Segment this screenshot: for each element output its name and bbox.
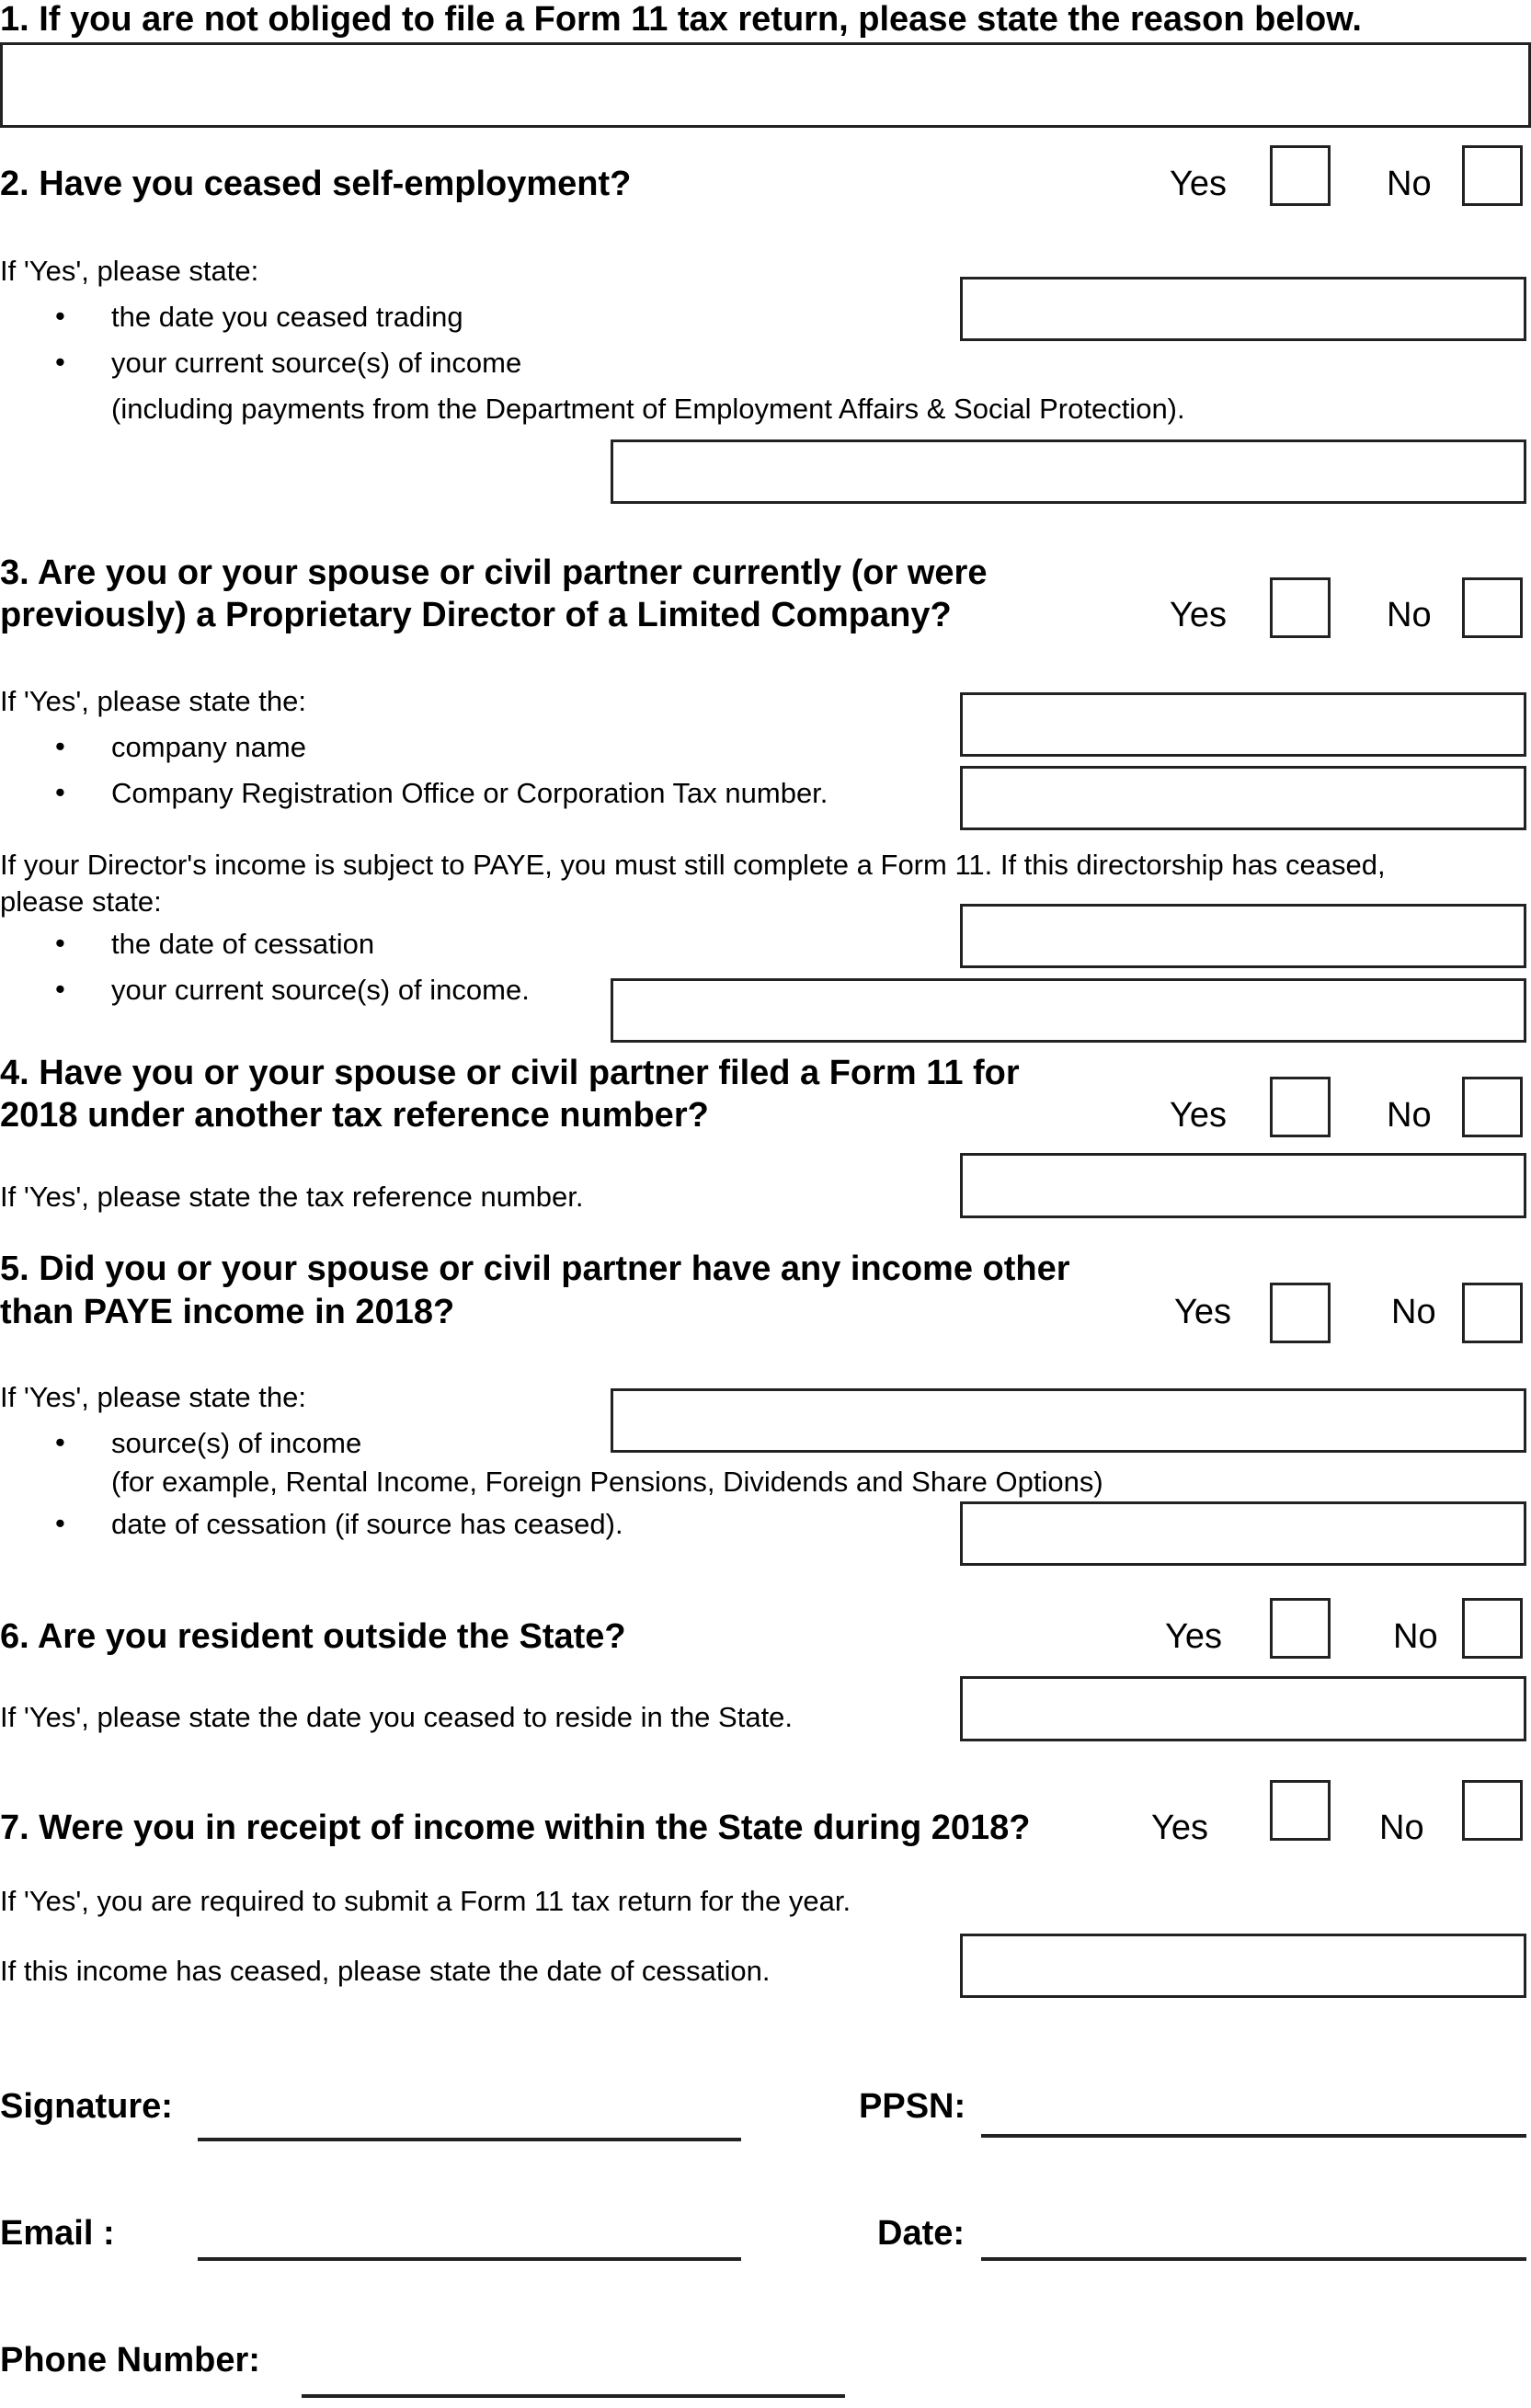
q3-bullet-cro-number: Company Registration Office or Corporation Tax number. — [111, 777, 828, 809]
q3-title-line1: 3. Are you or your spouse or civil partner currently (or were — [0, 553, 988, 592]
q3-if-yes-text: If 'Yes', please state the: — [0, 685, 306, 717]
q7-no-checkbox[interactable] — [1462, 1780, 1523, 1841]
q2-no-checkbox[interactable] — [1462, 145, 1523, 206]
q2-bullet-date-ceased: the date you ceased trading — [111, 301, 463, 333]
q5-title-line2: than PAYE income in 2018? — [0, 1293, 455, 1331]
phone-number-line[interactable] — [302, 2394, 845, 2398]
q7-cessation-date-field[interactable] — [960, 1934, 1526, 1998]
bullet-icon: • — [55, 1507, 65, 1539]
q3-current-income-field[interactable] — [611, 978, 1526, 1043]
q3-bullet-company-name: company name — [111, 731, 306, 763]
q6-yes-label: Yes — [1165, 1617, 1222, 1656]
q1-reason-field[interactable] — [0, 42, 1531, 128]
q7-title: 7. Were you in receipt of income within the State during 2018? — [0, 1809, 1031, 1847]
q7-no-label: No — [1379, 1809, 1424, 1847]
q2-yes-checkbox[interactable] — [1270, 145, 1331, 206]
phone-number-label: Phone Number: — [0, 2341, 260, 2379]
bullet-icon: • — [55, 776, 65, 808]
q5-yes-checkbox[interactable] — [1270, 1283, 1331, 1343]
q4-if-yes-text: If 'Yes', please state the tax reference number. — [0, 1181, 584, 1213]
q6-date-ceased-reside-field[interactable] — [960, 1676, 1526, 1741]
bullet-icon: • — [55, 973, 65, 1005]
bullet-icon: • — [55, 927, 65, 959]
q4-no-label: No — [1387, 1096, 1432, 1135]
bullet-icon: • — [55, 300, 65, 332]
q2-if-yes-text: If 'Yes', please state: — [0, 255, 259, 287]
q6-yes-checkbox[interactable] — [1270, 1598, 1331, 1659]
q4-tax-reference-field[interactable] — [960, 1153, 1526, 1218]
q3-bullet-current-income: your current source(s) of income. — [111, 974, 530, 1006]
q3-cessation-date-field[interactable] — [960, 904, 1526, 968]
q3-no-checkbox[interactable] — [1462, 577, 1523, 638]
ppsn-line[interactable] — [981, 2134, 1526, 2138]
ppsn-label: PPSN: — [859, 2087, 966, 2126]
q3-yes-checkbox[interactable] — [1270, 577, 1331, 638]
q4-yes-checkbox[interactable] — [1270, 1077, 1331, 1137]
q3-bullet-cessation-date: the date of cessation — [111, 928, 375, 960]
q3-company-name-field[interactable] — [960, 692, 1526, 757]
q7-yes-checkbox[interactable] — [1270, 1780, 1331, 1841]
q6-no-checkbox[interactable] — [1462, 1598, 1523, 1659]
q3-paye-text-line2: please state: — [0, 885, 162, 918]
q3-cro-number-field[interactable] — [960, 766, 1526, 830]
q7-yes-label: Yes — [1151, 1809, 1208, 1847]
email-label: Email : — [0, 2214, 115, 2253]
q2-current-income-field[interactable] — [611, 439, 1526, 504]
q2-no-label: No — [1387, 165, 1432, 203]
q4-yes-label: Yes — [1170, 1096, 1227, 1135]
q5-bullet-income-source: source(s) of income — [111, 1427, 362, 1459]
email-line[interactable] — [198, 2257, 741, 2261]
q3-no-label: No — [1387, 596, 1432, 634]
q2-yes-label: Yes — [1170, 165, 1227, 203]
q7-if-yes-text: If 'Yes', you are required to submit a Form 11 tax return for the year. — [0, 1885, 851, 1917]
q5-bullet-cessation-date: date of cessation (if source has ceased). — [111, 1508, 623, 1540]
q2-income-note: (including payments from the Department of Employment Affairs & Social Protection). — [111, 393, 1185, 425]
q7-if-ceased-text: If this income has ceased, please state the date of cessation. — [0, 1955, 771, 1987]
q1-title: 1. If you are not obliged to file a Form 11 tax return, please state the reason below. — [0, 0, 1362, 39]
date-label: Date: — [877, 2214, 965, 2253]
q4-title-line2: 2018 under another tax reference number? — [0, 1096, 709, 1135]
q4-title-line1: 4. Have you or your spouse or civil partner filed a Form 11 for — [0, 1054, 1020, 1092]
q5-income-example: (for example, Rental Income, Foreign Pensions, Dividends and Share Options) — [111, 1466, 1103, 1498]
signature-label: Signature: — [0, 2087, 173, 2126]
q5-no-checkbox[interactable] — [1462, 1283, 1523, 1343]
date-line[interactable] — [981, 2257, 1526, 2261]
bullet-icon: • — [55, 1426, 65, 1458]
bullet-icon: • — [55, 730, 65, 762]
q2-date-ceased-field[interactable] — [960, 277, 1526, 341]
q3-yes-label: Yes — [1170, 596, 1227, 634]
q6-if-yes-text: If 'Yes', please state the date you ceased to reside in the State. — [0, 1701, 794, 1733]
signature-line[interactable] — [198, 2138, 741, 2141]
q6-no-label: No — [1393, 1617, 1438, 1656]
q3-title-line2: previously) a Proprietary Director of a Limited Company? — [0, 596, 952, 634]
q5-cessation-date-field[interactable] — [960, 1501, 1526, 1566]
q5-no-label: No — [1391, 1293, 1436, 1331]
q2-title: 2. Have you ceased self-employment? — [0, 165, 632, 203]
q4-no-checkbox[interactable] — [1462, 1077, 1523, 1137]
q3-paye-text-line1: If your Director's income is subject to PAYE, you must still complete a Form 11. If this directorship has ceased, — [0, 849, 1386, 881]
q6-title: 6. Are you resident outside the State? — [0, 1617, 626, 1656]
q2-bullet-current-income: your current source(s) of income — [111, 347, 522, 379]
q5-title-line1: 5. Did you or your spouse or civil partner have any income other — [0, 1250, 1070, 1288]
bullet-icon: • — [55, 346, 65, 378]
q5-yes-label: Yes — [1174, 1293, 1231, 1331]
q5-if-yes-text: If 'Yes', please state the: — [0, 1381, 306, 1413]
q5-income-source-field[interactable] — [611, 1388, 1526, 1453]
